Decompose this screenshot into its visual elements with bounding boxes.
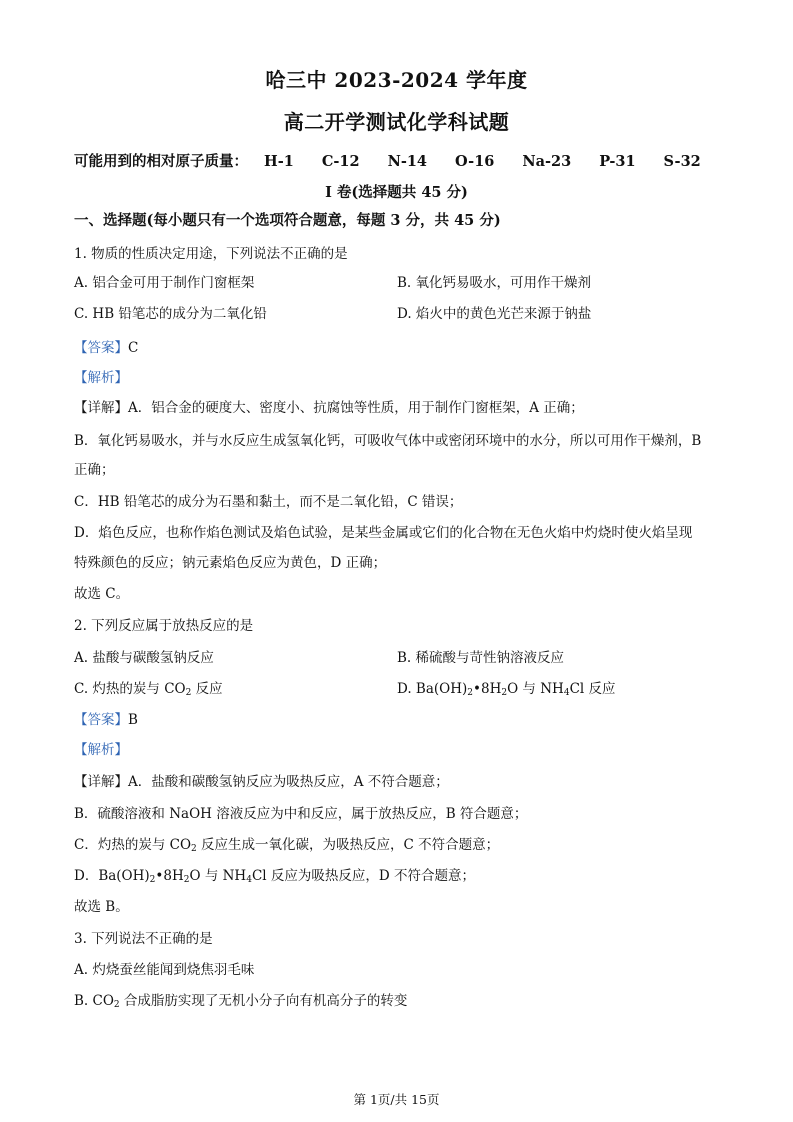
q1-analysis-tag: 【解析】 [74,370,128,386]
q1-detail-b-line1: B．氧化钙易吸水，并与水反应生成氢氧化钙，可吸收气体中或密闭环境中的水分，所以可用作干燥剂，B [74,433,702,449]
q2-conclusion: 故选 B。 [74,899,129,915]
mass-item: Na-23 [522,153,572,170]
q3-option-b: B. $CO_2$ 合成脂肪实现了无机小分子向有机高分子的转变 [74,993,408,1010]
q1-stem: 1. 物质的性质决定用途，下列说法不正确的是 [74,246,348,262]
q2-detail-c: C．灼热的炭与 $CO_2$ 反应生成一氧化碳，为吸热反应，C 不符合题意； [74,837,500,854]
detail-text: A．铝合金的硬度大、密度小、抗腐蚀等性质，用于制作门窗框架，A 正确； [128,400,584,416]
answer-tag: 【答案】 [74,340,128,356]
mass-item: P-31 [599,153,636,170]
q1-detail-c: C．HB 铅笔芯的成分为石墨和黏土，而不是二氧化铅，C 错误； [74,494,463,510]
atomic-masses [74,150,701,171]
q2-detail-d: D．$Ba(OH)_2•8H_2O$ 与 $NH_4Cl$ 反应为吸热反应，D 不符合题意； [74,868,476,885]
q1-option-b: B. 氧化钙易吸水，可用作干燥剂 [397,275,592,291]
q1-detail-a [74,399,584,417]
q1-option-c: C. HB 铅笔芯的成分为二氧化铅 [74,306,267,322]
document-title-line1: 哈三中 2023-2024 学年度 [265,68,528,92]
document-title-line2: 高二开学测试化学科试题 [283,110,510,134]
q1-conclusion: 故选 C。 [74,586,130,602]
q2-detail-b: B．硫酸溶液和 NaOH 溶液反应为中和反应，属于放热反应，B 符合题意； [74,806,528,822]
q3-option-a: A. 灼烧蚕丝能闻到烧焦羽毛味 [74,962,255,978]
detail-tag: 【详解】 [74,400,128,416]
q2-answer [74,711,138,729]
mass-item: S-32 [663,153,701,170]
mass-item: H-1 [264,153,294,170]
page-number-footer: 第 1页/共 15页 [353,1092,440,1107]
q2-analysis-tag: 【解析】 [74,742,128,758]
mass-item: O-16 [455,153,495,170]
q1-answer [74,339,138,357]
answer-value: B [128,712,138,728]
section-heading: 一、选择题(每小题只有一个选项符合题意，每题 3 分，共 45 分) [74,212,501,229]
q1-detail-d-line1: D．焰色反应，也称作焰色测试及焰色试验，是某些金属或它们的化合物在无色火焰中灼烧时使火焰呈现 [74,525,693,541]
answer-tag: 【答案】 [74,712,128,728]
mass-item: C-12 [321,153,360,170]
volume-heading: I 卷(选择题共 45 分) [325,184,468,201]
q2-option-b: B. 稀硫酸与苛性钠溶液反应 [397,650,565,666]
q2-stem: 2. 下列反应属于放热反应的是 [74,618,254,634]
q1-option-a: A. 铝合金可用于制作门窗框架 [74,275,255,291]
mass-item: N-14 [387,153,428,170]
q2-option-c: C. 灼热的炭与 $CO_2$ 反应 [74,681,223,698]
q1-option-d: D. 焰火中的黄色光芒来源于钠盐 [397,306,592,322]
answer-value: C [128,340,139,356]
q3-stem: 3. 下列说法不正确的是 [74,931,213,947]
detail-tag: 【详解】 [74,774,128,790]
detail-text: A．盐酸和碳酸氢钠反应为吸热反应，A 不符合题意； [128,774,449,790]
q2-detail-a [74,773,449,791]
q2-option-a: A. 盐酸与碳酸氢钠反应 [74,650,214,666]
q1-detail-d-line2: 特殊颜色的反应；钠元素焰色反应为黄色，D 正确； [74,555,387,571]
atomic-masses-label: 可能用到的相对原子质量： [74,153,248,170]
q2-option-d: D. $Ba(OH)_2•8H_2O$ 与 $NH_4Cl$ 反应 [397,681,616,698]
q1-detail-b-line2: 正确； [74,462,115,478]
